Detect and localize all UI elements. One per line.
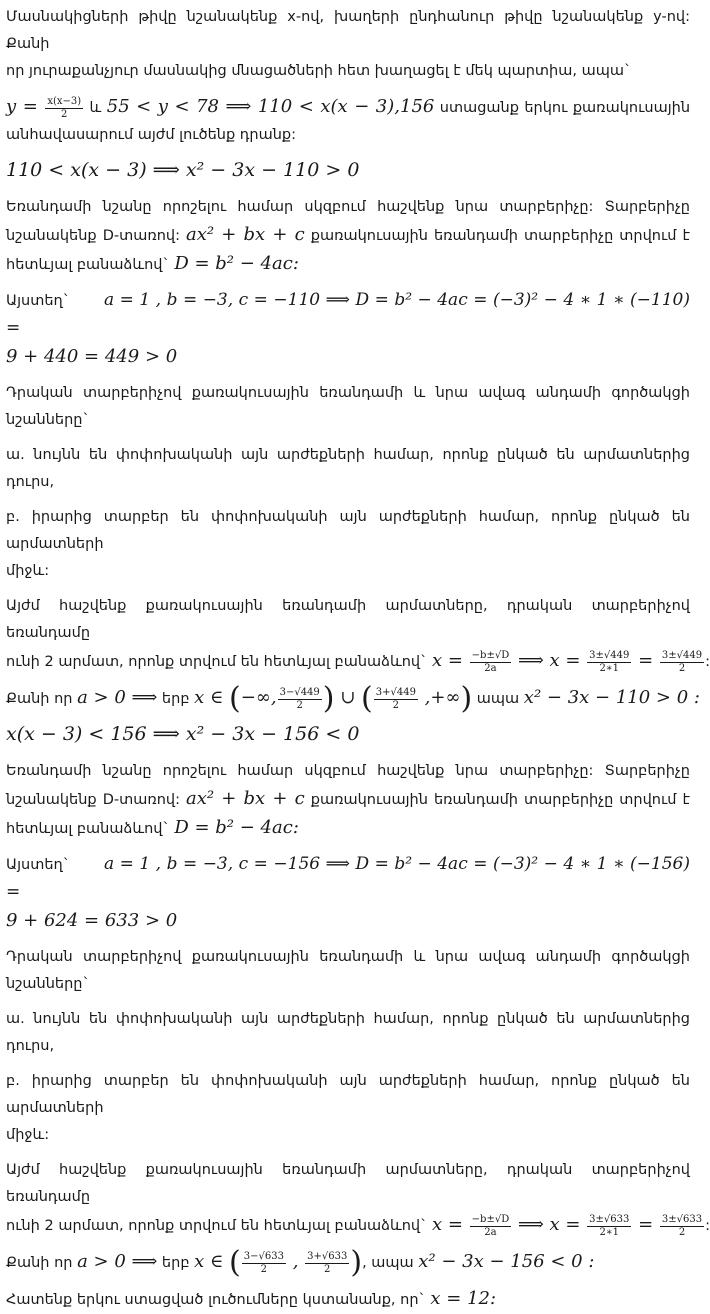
document-page <box>0 4 710 1309</box>
two-inequalities-text: ստացանք երկու քառակուսային <box>434 100 691 116</box>
intro-line-1: Մասնակիցների թիվը նշանակենք x-ով, խաղերի ընդհանուր թիվը նշանակենք y-ով: Քանի <box>6 9 690 52</box>
item-b-2-line-1: բ. իրարից տարբեր են փոփոխականի այն արժեքների համար, որոնք ընկած են արմատների <box>6 1073 690 1116</box>
intro-equation-line <box>6 93 690 122</box>
section-b-line-1: Եռանդամի նշանը որոշելու համար սկզբում հաշվենք նրա տարբերիչը: Տարբերիչը <box>6 763 690 779</box>
discriminant-1-line-2: 9 + 440 = 449 > 0 <box>6 346 178 367</box>
roots-1-line-1: Այժմ հաշվենք քառակուսային եռանդամի արմատները, դրական տարբերիչով եռանդամը <box>6 598 690 641</box>
item-b-1-line-2: միջև: <box>6 563 50 579</box>
section-b-line-2: նշանակենք D-տառով: ax² + bx + c քառակուսային եռանդամի տարբերիչը տրվում է <box>6 788 690 809</box>
final-line: Հատենք երկու ստացված լուծումները կստանանք, որ` x = 12: <box>6 1288 497 1309</box>
equation-2: x(x − 3) < 156 ⟹ x² − 3x − 156 < 0 <box>6 723 360 745</box>
item-a-1: ա. նույնն են փոփոխականի այն արժեքների համար, որոնք ընկած են արմատներից դուրս, <box>6 447 690 490</box>
positive-disc-1-line-2: նշանները` <box>6 412 90 428</box>
intro-line-4: անհավասարում այժմ լուծենք դրանք: <box>6 127 297 143</box>
since-2-line: Քանի որ a > 0 ⟹ երբ x ∈ ( $\frac{3-√633}{2}$ , $\frac{3+√633}{2}$ ), ապա x² − 3x − 156 < 0 : <box>6 1245 595 1280</box>
item-a-2: ա. նույնն են փոփոխականի այն արժեքների համար, որոնք ընկած են արմատներից դուրս, <box>6 1011 690 1054</box>
positive-disc-1-line-1: Դրական տարբերիչով քառակուսային եռանդամի և նրա ավագ անդամի գործակցի <box>6 385 690 401</box>
item-b-1-line-1: բ. իրարից տարբեր են փոփոխականի այն արժեքների համար, որոնք ընկած են արմատների <box>6 509 690 552</box>
section-a-line-1: Եռանդամի նշանը որոշելու համար սկզբում հաշվենք նրա տարբերիչը: Տարբերիչը <box>6 199 690 215</box>
y-eq: y = <box>6 96 45 117</box>
section-a-line-3: հետևյալ բանաձևով` D = b² − 4ac: <box>6 253 299 274</box>
section-a-line-2: նշանակենք D-տառով: ax² + bx + c քառակուսային եռանդամի տարբերիչը տրվում է <box>6 224 690 245</box>
roots-1-line-2: ունի 2 արմատ, որոնք տրվում են հետևյալ բանաձևով` x = $\frac{-b\pm√D}{2a}$ ⟹ x = $\frac{3\pm√449}{2∗1}$ = $\frac{3\pm√449}{2}$ : <box>6 649 710 674</box>
roots-2-line-1: Այժմ հաշվենք քառակուսային եռանդամի արմատները, դրական տարբերիչով եռանդամը <box>6 1162 690 1205</box>
discriminant-2-line-2: 9 + 624 = 633 > 0 <box>6 910 178 931</box>
equation-1: 110 < x(x − 3) ⟹ x² − 3x − 110 > 0 <box>6 159 360 181</box>
section-b-line-3: հետևյալ բանաձևով` D = b² − 4ac: <box>6 817 299 838</box>
intro-line-2: որ յուրաքանչյուր մասնակից մնացածների հետ խաղացել է մեկ պարտիա, ապա` <box>6 63 632 79</box>
item-b-2-line-2: միջև: <box>6 1127 50 1143</box>
discriminant-2-line-1: Այստեղ` a = 1 , b = −3, c = −156 ⟹ D = b² − 4ac = (−3)² − 4 ∗ 1 ∗ (−156) = <box>6 854 690 902</box>
positive-disc-2-line-1: Դրական տարբերիչով քառակուսային եռանդամի և նրա ավագ անդամի գործակցի <box>6 949 690 965</box>
roots-2-line-2: ունի 2 արմատ, որոնք տրվում են հետևյալ բանաձևով` x = $\frac{-b\pm√D}{2a}$ ⟹ x = $\frac{3\pm√633}{2∗1}$ = $\frac{3\pm√633}{2}$ : <box>6 1213 710 1238</box>
discriminant-1-line-1: Այստեղ` a = 1 , b = −3, c = −110 ⟹ D = b² − 4ac = (−3)² − 4 ∗ 1 ∗ (−110) = <box>6 290 690 338</box>
positive-disc-2-line-2: նշանները` <box>6 976 90 992</box>
y-fraction: $\frac{x(x-3)}{2}$ <box>47 95 82 120</box>
and-text: և <box>84 100 107 116</box>
since-1-line: Քանի որ a > 0 ⟹ երբ x ∈ (−∞, $\frac{3-√449}{2}$ ) ∪ ( $\frac{3+√449}{2}$ ,+∞) ապա x² − 3x − 110 > 0 : <box>6 681 700 716</box>
inequality-chain: 55 < y < 78 ⟹ 110 < x(x − 3),156 <box>106 96 435 117</box>
